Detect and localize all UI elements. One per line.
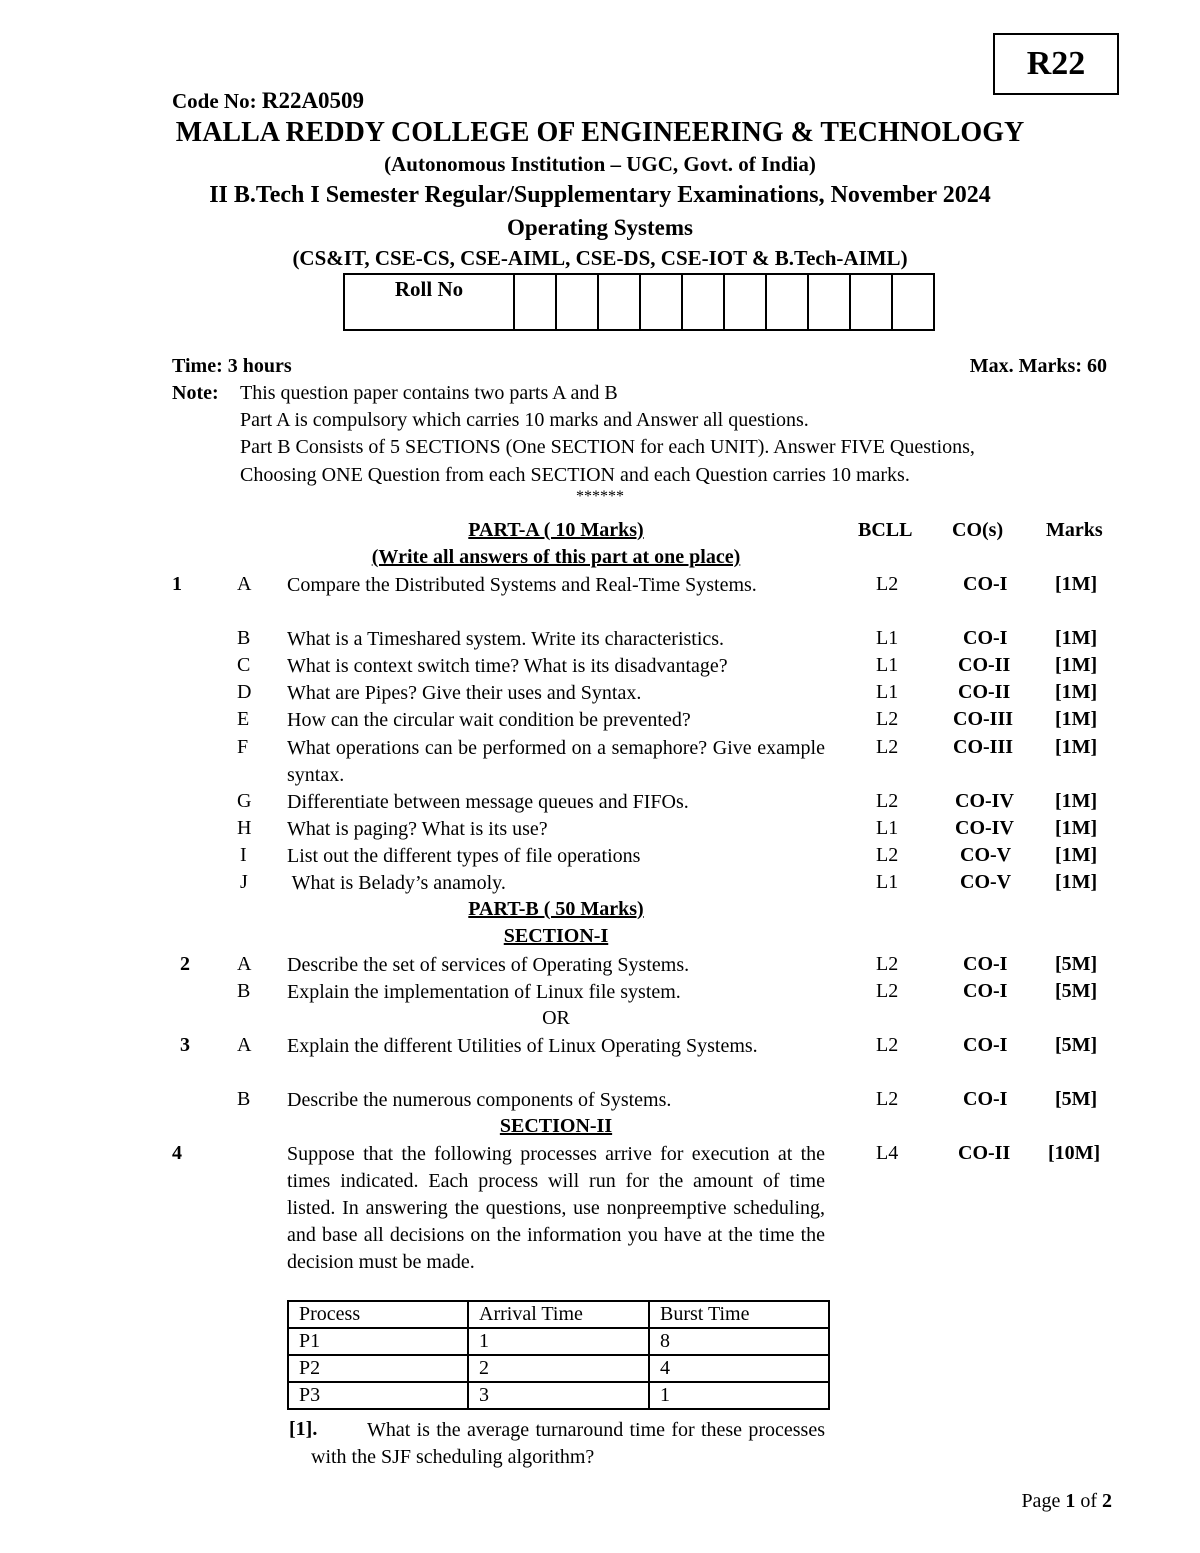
question-co: CO-IV <box>955 817 1014 839</box>
question-co: CO-I <box>963 1034 1008 1056</box>
question-marks: [1M] <box>1055 790 1098 812</box>
question-number: 3 <box>180 1034 190 1056</box>
question-co: CO-V <box>960 844 1012 866</box>
max-marks: Max. Marks: 60 <box>969 355 1107 377</box>
question-co: CO-II <box>958 654 1011 676</box>
sub-question-body: What is the average turnaround time for these processes with the SJF scheduling algorithm? <box>311 1419 825 1468</box>
question-co: CO-I <box>963 1088 1008 1110</box>
question-co: CO-I <box>963 573 1008 595</box>
question-bcll: L2 <box>876 844 899 866</box>
note-line: Part B Consists of 5 SECTIONS (One SECTION for each UNIT). Answer FIVE Questions, <box>240 436 975 458</box>
roll-digit-box[interactable] <box>640 274 682 330</box>
question-bcll: L2 <box>876 980 899 1002</box>
table-cell: 4 <box>649 1355 829 1382</box>
question-co: CO-III <box>953 708 1014 730</box>
question-marks: [1M] <box>1055 681 1098 703</box>
question-bcll: L4 <box>876 1142 899 1164</box>
question-bcll: L1 <box>876 654 899 676</box>
sub-question-label: [1]. <box>289 1418 318 1440</box>
table-header-row <box>288 1301 829 1328</box>
question-text: Explain the different Utilities of Linux Operating Systems. <box>287 1035 758 1057</box>
subject-title: Operating Systems <box>507 215 693 240</box>
question-text: What is a Timeshared system. Write its characteristics. <box>287 628 725 650</box>
table-cell: P2 <box>288 1355 468 1382</box>
question-bcll: L2 <box>876 736 899 758</box>
question-bcll: L2 <box>876 708 899 730</box>
column-header-co: CO(s) <box>952 519 1004 541</box>
note-line: This question paper contains two parts A and B <box>240 382 618 404</box>
question-marks: [1M] <box>1055 871 1098 893</box>
table-cell: 3 <box>468 1382 649 1409</box>
part-b-title: PART-B ( 50 Marks) <box>468 898 644 920</box>
table-cell: 8 <box>649 1328 829 1355</box>
section-1-title: SECTION-I <box>503 925 609 947</box>
question-bcll: L2 <box>876 790 899 812</box>
regulation-badge: R22 <box>993 33 1119 95</box>
section-2-title: SECTION-II <box>499 1115 613 1137</box>
exam-title: II B.Tech I Semester Regular/Supplementary Examinations, November 2024 <box>209 182 991 208</box>
question-marks: [5M] <box>1055 1034 1098 1056</box>
question-letter: F <box>237 736 249 758</box>
question-text: What is context switch time? What is its disadvantage? <box>287 655 728 677</box>
roll-digit-box[interactable] <box>724 274 766 330</box>
part-a-title: PART-A ( 10 Marks) <box>468 519 644 541</box>
page-footer <box>1021 1489 1112 1513</box>
question-letter: D <box>237 681 252 703</box>
table-cell: P1 <box>288 1328 468 1355</box>
question-text: What is paging? What is its use? <box>287 818 548 840</box>
question-text: Describe the set of services of Operating Systems. <box>287 954 690 976</box>
question-marks: [1M] <box>1055 708 1098 730</box>
table-cell: P3 <box>288 1382 468 1409</box>
table-row <box>288 1328 829 1355</box>
table-header: Burst Time <box>649 1301 829 1328</box>
question-marks: [10M] <box>1048 1142 1101 1164</box>
roll-digit-box[interactable] <box>514 274 556 330</box>
question-number: 1 <box>172 573 182 595</box>
question-bcll: L2 <box>876 953 899 975</box>
question-co: CO-I <box>963 627 1008 649</box>
question-letter: J <box>240 871 248 893</box>
roll-digit-box[interactable] <box>850 274 892 330</box>
table-cell: 1 <box>649 1382 829 1409</box>
table-cell: 2 <box>468 1355 649 1382</box>
page-total: 2 <box>1102 1490 1112 1512</box>
question-letter: C <box>237 654 251 676</box>
question-text: What is Belady’s anamoly. <box>287 872 506 894</box>
code-number <box>172 87 364 115</box>
roll-digit-box[interactable] <box>556 274 598 330</box>
roll-digit-box[interactable] <box>808 274 850 330</box>
question-marks: [5M] <box>1055 1088 1098 1110</box>
roll-digit-box[interactable] <box>892 274 934 330</box>
question-text: What are Pipes? Give their uses and Syntax. <box>287 682 642 704</box>
question-number: 2 <box>180 953 190 975</box>
question-letter: I <box>240 844 247 866</box>
roll-digit-box[interactable] <box>682 274 724 330</box>
question-text: Suppose that the following processes arrive for execution at the times indicated. Each process will run for the amount of time listed. In answering the questions, use nonpreemptive scheduling, and base all decisions on the information you have at the time the decision must be made. <box>287 1143 825 1273</box>
table-row <box>288 1355 829 1382</box>
page-label: Page <box>1021 1490 1061 1512</box>
question-letter: B <box>237 1088 251 1110</box>
question-co: CO-I <box>963 953 1008 975</box>
question-text: How can the circular wait condition be prevented? <box>287 709 691 731</box>
code-label: Code No: <box>172 89 257 113</box>
question-letter: H <box>237 817 252 839</box>
column-header-marks: Marks <box>1046 519 1103 541</box>
question-bcll: L1 <box>876 627 899 649</box>
part-a-subtitle: (Write all answers of this part at one place) <box>371 546 741 568</box>
question-text: List out the different types of file operations <box>287 845 641 867</box>
question-marks: [1M] <box>1055 573 1098 595</box>
college-name: MALLA REDDY COLLEGE OF ENGINEERING & TECHNOLOGY <box>175 117 1025 148</box>
question-bcll: L2 <box>876 573 899 595</box>
question-co: CO-I <box>963 980 1008 1002</box>
question-letter: A <box>237 573 252 595</box>
question-letter: B <box>237 627 251 649</box>
question-bcll: L2 <box>876 1034 899 1056</box>
question-letter: A <box>237 953 252 975</box>
question-marks: [5M] <box>1055 980 1098 1002</box>
question-bcll: L2 <box>876 1088 899 1110</box>
page-of-label: of <box>1080 1490 1097 1512</box>
question-text: What operations can be performed on a semaphore? Give example syntax. <box>287 737 825 786</box>
table-header: Arrival Time <box>468 1301 649 1328</box>
roll-digit-box[interactable] <box>766 274 808 330</box>
question-co: CO-III <box>953 736 1014 758</box>
table-cell: 1 <box>468 1328 649 1355</box>
question-co: CO-II <box>958 1142 1011 1164</box>
roll-digit-box[interactable] <box>598 274 640 330</box>
note-line: Choosing ONE Question from each SECTION and each Question carries 10 marks. <box>240 464 910 486</box>
question-bcll: L1 <box>876 817 899 839</box>
question-text: Differentiate between message queues and FIFOs. <box>287 791 689 813</box>
question-marks: [5M] <box>1055 953 1098 975</box>
branches-line: (CS&IT, CSE-CS, CSE-AIML, CSE-DS, CSE-IOT & B.Tech-AIML) <box>292 246 908 270</box>
column-header-bcll: BCLL <box>858 519 913 541</box>
question-bcll: L1 <box>876 681 899 703</box>
question-marks: [1M] <box>1055 817 1098 839</box>
separator-stars: ****** <box>576 488 624 505</box>
roll-no-label: Roll No <box>344 274 514 330</box>
sub-question-text <box>289 1417 825 1471</box>
question-letter: E <box>237 708 250 730</box>
question-letter: A <box>237 1034 252 1056</box>
table-header: Process <box>288 1301 468 1328</box>
question-letter: G <box>237 790 252 812</box>
note-label: Note: <box>172 382 219 404</box>
question-number: 4 <box>172 1142 182 1164</box>
question-marks: [1M] <box>1055 654 1098 676</box>
question-co: CO-II <box>958 681 1011 703</box>
question-co: CO-V <box>960 871 1012 893</box>
question-text: Compare the Distributed Systems and Real-Time Systems. <box>287 574 757 596</box>
question-marks: [1M] <box>1055 736 1098 758</box>
code-value: R22A0509 <box>261 88 365 113</box>
question-text: Describe the numerous components of Systems. <box>287 1089 672 1111</box>
table-row <box>288 1382 829 1409</box>
question-text: Explain the implementation of Linux file system. <box>287 981 681 1003</box>
autonomous-line: (Autonomous Institution – UGC, Govt. of India) <box>384 152 816 176</box>
question-marks: [1M] <box>1055 627 1098 649</box>
time-allowed: Time: 3 hours <box>172 355 292 377</box>
question-marks: [1M] <box>1055 844 1098 866</box>
question-letter: B <box>237 980 251 1002</box>
process-table <box>287 1300 830 1410</box>
roll-number-table <box>343 273 935 331</box>
or-separator: OR <box>542 1007 570 1029</box>
page-number: 1 <box>1065 1490 1076 1512</box>
question-co: CO-IV <box>955 790 1014 812</box>
note-line: Part A is compulsory which carries 10 marks and Answer all questions. <box>240 409 809 431</box>
question-bcll: L1 <box>876 871 899 893</box>
